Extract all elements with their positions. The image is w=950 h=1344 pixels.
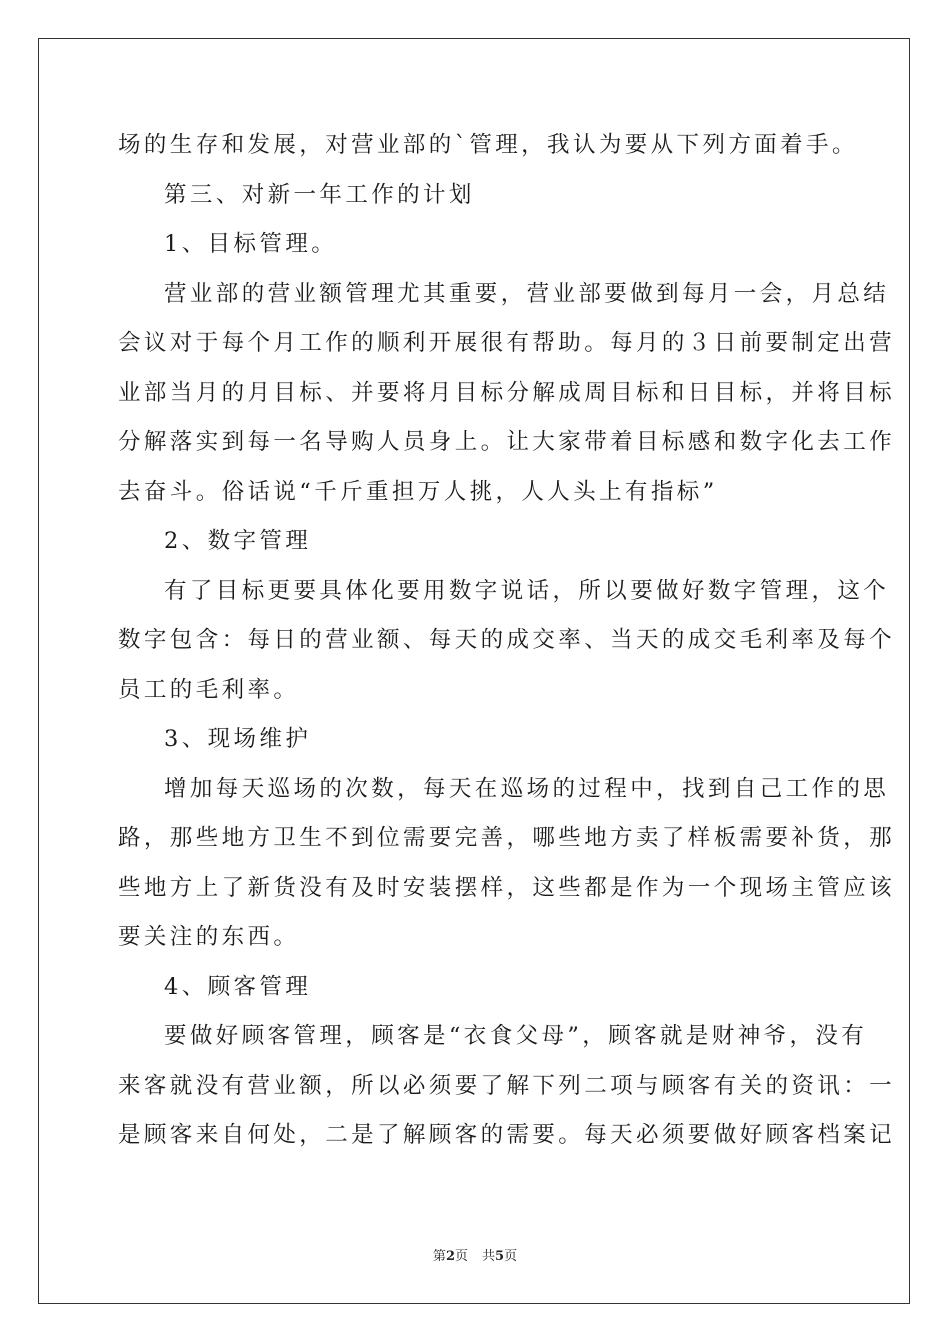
text-line: 些地方上了新货没有及时安装摆样，这些都是作为一个现场主管应该 — [118, 874, 896, 901]
text-line: 要关注的东西。 — [118, 924, 300, 950]
subsection-heading: 3、现场维护 — [164, 726, 312, 752]
text-line: 业部当月的月目标、并要将月目标分解成周目标和日目标，并将目标 — [118, 379, 896, 406]
text-line: 员工的毛利率。 — [118, 676, 300, 703]
subsection-heading: 1、目标管理。 — [164, 231, 338, 257]
text-line: 要做好顾客管理，顾客是“衣食父母”，顾客就是财神爷，没有 — [164, 1023, 868, 1049]
text-line: 场的生存和发展，对营业部的`管理，我认为要从下列方面着手。 — [118, 132, 858, 158]
text-line: 营业部的营业额管理尤其重要，营业部要做到每月一会，月总结 — [164, 280, 890, 307]
subsection-heading: 2、数字管理 — [164, 528, 312, 554]
current-page-number: 2 — [445, 1249, 455, 1264]
text-line: 有了目标更要具体化要用数字说话，所以要做好数字管理，这个 — [164, 577, 890, 604]
page-suffix: 页 — [454, 1249, 468, 1264]
page-footer — [0, 1245, 950, 1264]
text-line: 分解落实到每一名导购人员身上。让大家带着目标感和数字化去工作 — [118, 429, 896, 455]
text-line: 数字包含：每日的营业额、每天的成交率、当天的成交毛利率及每个 — [118, 627, 896, 653]
text-line: 增加每天巡场的次数，每天在巡场的过程中，找到自己工作的思 — [164, 775, 890, 802]
text-line: 来客就没有营业额，所以必须要了解下列二项与顾客有关的资讯：一 — [118, 1072, 896, 1099]
total-page-number: 5 — [495, 1249, 505, 1264]
text-line: 去奋斗。俗话说“千斤重担万人挑，人人头上有指标” — [118, 478, 718, 505]
page-prefix: 第 — [432, 1249, 446, 1264]
text-line: 路，那些地方卫生不到位需要完善，哪些地方卖了样板需要补货，那 — [118, 825, 896, 851]
total-suffix: 页 — [504, 1249, 518, 1264]
text-line: 会议对于每个月工作的顺利开展很有帮助。每月的３日前要制定出营 — [118, 330, 896, 356]
text-line: 是顾客来自何处，二是了解顾客的需要。每天必须要做好顾客档案记 — [118, 1122, 896, 1148]
subsection-heading: 4、顾客管理 — [164, 973, 312, 1000]
section-heading: 第三、对新一年工作的计划 — [164, 181, 475, 208]
total-prefix: 共 — [482, 1249, 496, 1264]
